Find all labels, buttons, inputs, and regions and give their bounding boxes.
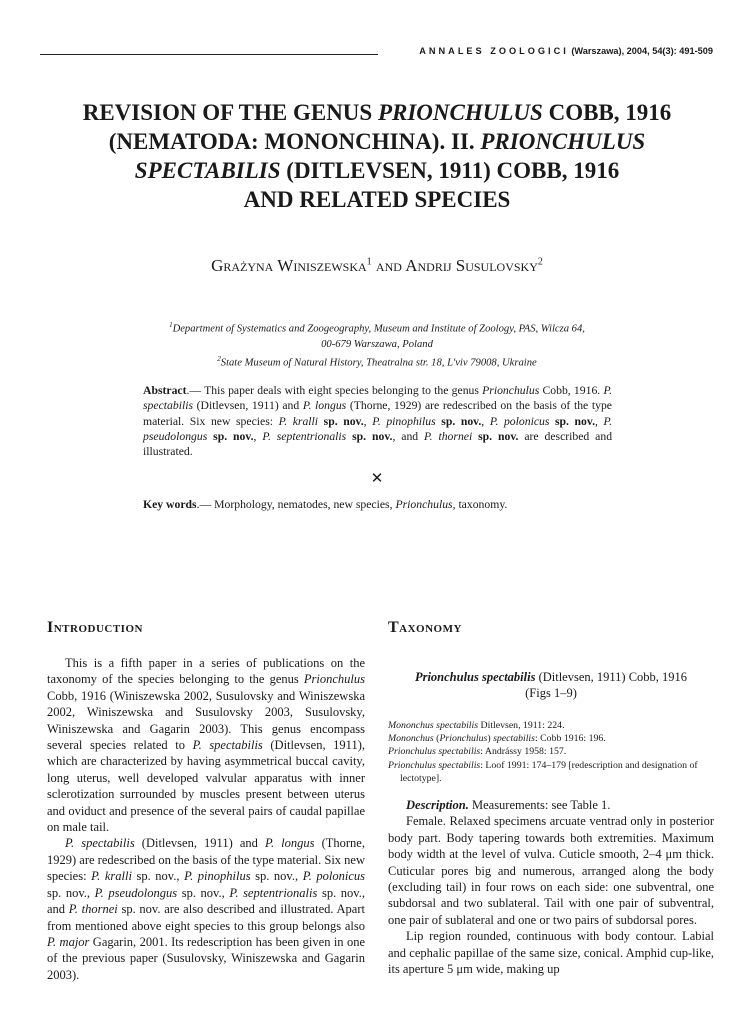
running-header [40, 46, 713, 60]
description-body [388, 797, 714, 977]
intro-text: (Ditlevsen, 1911), which are characterized by having asymmetrical buccal cavity, long uterus, well developed valvular apparatus with inner sclerotization surrounded by muscles present between uterus and oviduct and presence of the several pairs of caudal papillae on male tail. [47, 738, 365, 835]
synonym-ref: Ditlevsen, 1911: 224. [478, 720, 565, 731]
abstract-separator: , [363, 414, 373, 428]
abstract-sp-nov: sp. nov. [213, 429, 254, 443]
keywords-text: .— Morphology, nematodes, new species, [196, 498, 396, 511]
female-paragraph: Female. Relaxed specimens arcuate ventrad only in posterior body part. Body tapering towards both extremities. Maximum body width at the level of vulva. Cuticle smooth, 2–4 μm thick. Cuticular pores big and numerous, arranged along the body (excluding tail) in four rows on each side: one subventral, one subdorsal and two sublateral. Tail with one pair of subventral, one pair of sublateral and one or two pairs of subdorsal pores. [388, 814, 714, 927]
title-genus: PRIONCHULUS [377, 100, 543, 125]
synonym-entry [388, 745, 714, 758]
intro-text: Gagarin, 2001. Its redescription has been given in one of the previous paper (Susulovsky, Winiszewska and Gagarin 2003). [47, 934, 365, 982]
title-genus: PRIONCHULUS [480, 129, 646, 154]
title-line-1 [40, 98, 714, 127]
species-author: (Ditlevsen, 1911) Cobb, 1916 [535, 670, 688, 684]
abstract-sp-nov: sp. nov. [478, 429, 519, 443]
affiliation-mark: 2 [217, 354, 221, 363]
synonym-subgenus: Prionchulus [439, 733, 488, 745]
intro-separator: , [221, 885, 230, 900]
section-ornament-icon: ✕ [370, 471, 384, 487]
abstract-text: .— This paper deals with eight species belonging to the genus [186, 384, 483, 397]
abstract-species: P. kralli [278, 414, 319, 428]
title-species: SPECTABILIS [134, 158, 281, 183]
intro-species: P. thornei [68, 902, 118, 917]
journal-citation [419, 46, 713, 56]
affiliation-1-cont: 00-679 Warszawa, Poland [321, 338, 433, 350]
affiliations [130, 318, 624, 370]
intro-species: P. spectabilis [192, 738, 263, 753]
intro-species: P. pinophilus [184, 869, 251, 884]
intro-sp-nov: sp. nov. [177, 885, 222, 900]
abstract-species: P. pinophilus [372, 414, 436, 428]
intro-separator: , [86, 885, 95, 900]
intro-genus: Prionchulus [303, 672, 365, 687]
intro-species: P. pseudolongus [94, 885, 178, 900]
title-text: REVISION OF THE GENUS [82, 100, 378, 125]
header-rule [40, 54, 378, 55]
intro-text: (Thorne, 1929) are redescribed on the basis of the type material. Six new species: [47, 836, 365, 884]
author-list [40, 256, 714, 276]
intro-paragraph-2 [47, 835, 365, 983]
synonym-ref: : Andrássy 1958: 157. [480, 746, 567, 758]
synonymy-list [388, 719, 714, 785]
title-text: COBB, 1916 [542, 100, 672, 125]
synonym-entry [388, 759, 714, 785]
keywords-label: Key words [143, 498, 197, 511]
abstract-sp-nov: sp. nov. [555, 414, 596, 428]
intro-text: Cobb, 1916 (Winiszewska 2002, Susulovsky and Winiszewska 2002, Winiszewska and Susulovsky 2003, Susulovsky, Winiszewska and Gagarin 2003). This genus encompass several species related to [47, 688, 365, 753]
synonym-name: Mononchus spectabilis [388, 720, 479, 731]
abstract-species: P. septentrionalis [262, 429, 347, 443]
keywords-genus: Prionchulus [395, 498, 453, 511]
abstract-species: P. thornei [424, 429, 473, 443]
title-text: (NEMATODA: MONONCHINA). II. [108, 129, 481, 154]
abstract-species: P. pseudolongus [143, 414, 613, 443]
description-paragraph [388, 797, 714, 813]
intro-sp-nov: sp. nov. [131, 869, 177, 884]
synonym-entry: Mononchus (Prionchulus) spectabilis: Cobb 1916: 196. [388, 733, 606, 745]
abstract-separator: , and [392, 429, 425, 443]
keywords [143, 497, 612, 512]
abstract-label: Abstract [143, 384, 187, 397]
title-line-2 [40, 127, 714, 156]
species-title [388, 669, 714, 701]
introduction-body [47, 655, 365, 983]
author-conjunction: and [371, 256, 406, 275]
intro-species: P. longus [264, 836, 315, 851]
intro-species: P. polonicus [302, 869, 366, 884]
abstract-species: P. polonicus [489, 414, 550, 428]
intro-sp-nov: sp. nov. [47, 885, 87, 900]
affiliation-text: Department of Systematics and Zoogeography, Museum and Institute of Zoology, PAS, Wilcza 64, [172, 323, 585, 335]
affiliation-1 [130, 318, 624, 337]
intro-separator: , and [47, 885, 365, 917]
intro-text: sp. nov. are also described and illustrated. Apart from mentioned above eight species to this group belongs also [47, 902, 365, 933]
author-name: Andrij Susulovsky [405, 256, 538, 275]
affiliation-mark: 1 [366, 256, 372, 268]
intro-sp-nov: sp. nov. [250, 869, 295, 884]
synonym-name: Prionchulus spectabilis [388, 759, 481, 771]
description-text: Measurements: see Table 1. [468, 798, 611, 812]
author-name: Grażyna Winiszewska [211, 256, 367, 275]
abstract-genus: Prionchulus [482, 384, 540, 397]
intro-species: P. spectabilis [65, 836, 135, 851]
abstract [143, 383, 612, 459]
description-label: Description. [406, 798, 469, 812]
abstract-sp-nov: sp. nov. [441, 414, 482, 428]
keywords-text: , taxonomy. [452, 498, 508, 511]
species-name-line [388, 669, 714, 685]
lip-region-paragraph: Lip region rounded, continuous with body contour. Labial and cephalic papillae of the same size, conical. Amphid cup-like, its aperture 5 μm wide, making up [388, 929, 714, 977]
abstract-species: P. longus [302, 399, 347, 413]
intro-paragraph-1 [47, 655, 365, 835]
abstract-species: P. spectabilis [143, 384, 612, 413]
abstract-text: Cobb, 1916. [539, 384, 604, 397]
synonym-ref: : Loof 1991: 174–179 [redescription and designation of lectotype]. [400, 759, 698, 784]
abstract-text: (Ditlevsen, 1911) and [193, 399, 303, 413]
intro-separator: , [295, 869, 303, 884]
intro-text: (Ditlevsen, 1911) and [134, 836, 265, 851]
intro-text: This is a fifth paper in a series of publications on the taxonomy of the species belonging to the genus [47, 656, 365, 687]
intro-species: P. kralli [91, 869, 132, 884]
synonym-name: Mononchus [388, 733, 434, 745]
synonym-species: spectabilis [493, 733, 535, 745]
species-name: Prionchulus spectabilis [414, 670, 536, 684]
journal-info: (Warszawa), 2004, 54(3): 491-509 [571, 46, 713, 56]
abstract-sp-nov: sp. nov. [352, 429, 393, 443]
intro-separator: , [176, 869, 185, 884]
intro-species: P. septentrionalis [229, 885, 318, 900]
synonym-name: Prionchulus spectabilis [388, 746, 481, 758]
taxonomy-heading: Taxonomy [388, 619, 462, 636]
intro-species: P. major [47, 934, 90, 949]
abstract-text: are described and illustrated. [143, 429, 613, 459]
title-line-3 [40, 156, 714, 185]
abstract-separator: , [253, 429, 263, 443]
synonym-ref: : Cobb 1916: 196. [534, 733, 606, 745]
journal-name: ANNALES ZOOLOGICI [419, 46, 569, 56]
synonym-entry [388, 719, 714, 732]
affiliation-mark: 2 [537, 256, 543, 268]
affiliation-mark: 1 [169, 321, 173, 329]
abstract-text: (Thorne, 1929) are redescribed on the basis of the type material. Six new species: [143, 399, 612, 428]
title-text: (DITLEVSEN, 1911) COBB, 1916 [280, 158, 620, 183]
abstract-separator: , [481, 414, 490, 428]
title-line-4: AND RELATED SPECIES [243, 187, 511, 212]
figure-reference: (Figs 1–9) [525, 686, 577, 700]
intro-sp-nov: sp. nov. [317, 885, 362, 900]
affiliation-text: State Museum of Natural History, Theatralna str. 18, L'viv 79008, Ukraine [220, 357, 537, 369]
introduction-heading: Introduction [47, 619, 143, 636]
abstract-sp-nov: sp. nov. [323, 414, 364, 428]
abstract-separator: , [595, 414, 604, 428]
paper-title [40, 98, 714, 214]
affiliation-2 [130, 352, 624, 371]
